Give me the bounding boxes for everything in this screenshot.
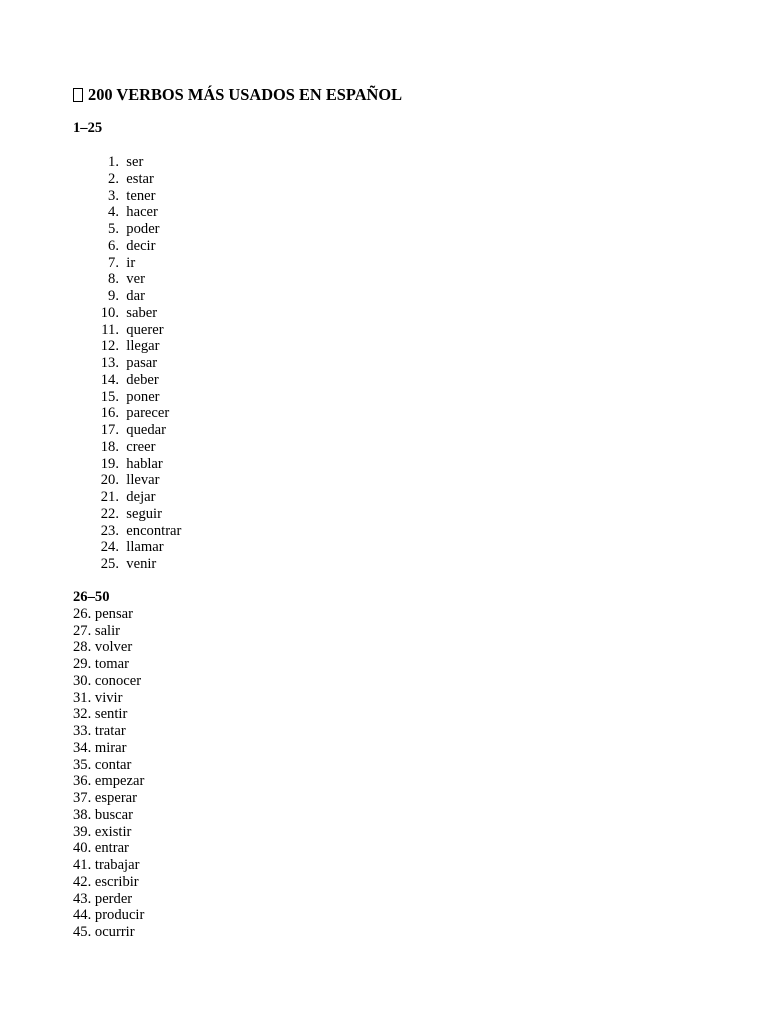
list-item-verb: venir [126,556,157,572]
list-item-number: 10. [100,304,119,321]
list-item [73,506,713,523]
list-item-verb: seguir [126,505,162,522]
list-item [73,456,713,473]
list-item-verb: esperar [94,790,138,806]
list-item [73,439,713,456]
list-item [73,188,713,205]
list-item [73,271,713,288]
list-item [73,891,713,908]
list-item-number: 35. [73,756,92,773]
list-item-number: 36. [73,773,92,790]
list-item [73,656,713,673]
list-item-verb: trabajar [94,857,140,873]
verb-list-1-25 [73,154,713,573]
list-item [73,539,713,556]
list-item-verb: llegar [126,338,160,355]
list-item-number: 45. [73,924,92,940]
list-item-number: 8. [108,271,119,288]
list-item-number: 15. [100,388,119,405]
list-item-verb: escribir [94,873,139,890]
list-item-number: 7. [108,254,119,271]
list-item [73,907,713,924]
list-item-verb: pensar [94,605,133,622]
list-item-number: 43. [73,890,92,907]
list-item-number: 37. [73,790,92,806]
list-item [73,824,713,841]
list-item-number: 26. [73,605,92,622]
list-item [73,422,713,439]
list-item-verb: encontrar [126,522,182,539]
list-item-verb: querer [126,321,164,338]
list-item-verb: creer [126,438,156,455]
list-item-number: 4. [108,204,119,221]
list-item-number: 28. [73,639,92,656]
list-item-number: 30. [73,672,92,689]
list-item [73,690,713,707]
list-item-verb: estar [126,170,154,187]
list-item-verb: llevar [126,472,160,489]
list-item-number: 9. [108,288,119,304]
list-item-verb: ir [126,254,136,271]
list-item-verb: poder [126,221,160,237]
list-item [73,807,713,824]
list-item [73,288,713,305]
list-item-number: 13. [100,355,119,371]
list-item-verb: ser [126,154,144,170]
list-item-number: 33. [73,723,92,739]
list-item-verb: parecer [126,405,170,422]
list-item-verb: hablar [126,455,163,472]
list-item-number: 27. [73,622,92,639]
list-item-number: 25. [100,556,119,572]
list-item [73,171,713,188]
list-item [73,489,713,506]
list-item [73,523,713,540]
list-item-verb: quedar [126,422,167,438]
section-heading-1-25: 1–25 [73,120,103,136]
list-item-verb: existir [94,823,132,840]
list-item [73,221,713,238]
list-item-number: 16. [100,405,119,422]
list-item-verb: entrar [94,840,129,857]
list-item-number: 38. [73,806,92,823]
list-item [73,372,713,389]
list-item-verb: volver [94,639,133,656]
section-heading-26-50: 26–50 [73,588,110,605]
list-item [73,238,713,255]
list-item [73,305,713,322]
list-item-number: 1. [108,154,119,170]
list-item-number: 34. [73,739,92,756]
list-item-number: 32. [73,706,92,723]
list-item-verb: contar [94,756,132,773]
list-item-verb: ver [126,271,145,288]
list-item-number: 42. [73,873,92,890]
list-item [73,723,713,740]
list-item-verb: llamar [126,539,164,556]
verb-list-26-50 [73,606,713,941]
list-item-number: 41. [73,857,92,873]
document-title [73,84,713,106]
list-item-verb: salir [94,622,121,639]
list-item-number: 29. [73,656,92,672]
list-item-verb: mirar [94,739,127,756]
list-item-number: 22. [100,505,119,522]
list-item-number: 21. [100,489,119,505]
list-item-number: 6. [108,237,119,254]
list-item [73,204,713,221]
list-item-number: 20. [100,472,119,489]
list-item [73,472,713,489]
list-item-number: 12. [100,338,119,355]
list-item [73,740,713,757]
list-item [73,606,713,623]
list-item-verb: tener [126,187,156,204]
list-item-verb: tratar [94,723,126,739]
list-item [73,405,713,422]
list-item [73,924,713,941]
list-item-number: 2. [108,170,119,187]
list-item-number: 18. [100,438,119,455]
missing-glyph-icon [73,88,83,102]
document-page [73,84,713,941]
list-item-number: 17. [100,422,119,438]
list-item-number: 44. [73,907,92,924]
list-item-number: 40. [73,840,92,857]
list-item [73,338,713,355]
list-item-number: 24. [100,539,119,556]
list-item-verb: poner [126,388,160,405]
list-item-verb: sentir [94,706,128,723]
list-item [73,790,713,807]
list-item-verb: ocurrir [94,924,135,940]
list-item-verb: hacer [126,204,158,221]
list-item-number: 3. [108,187,119,204]
list-item-number: 39. [73,823,92,840]
list-item-verb: dar [126,288,145,304]
list-item [73,389,713,406]
list-item [73,322,713,339]
list-item-number: 11. [101,321,119,338]
list-item-verb: pasar [126,355,158,371]
list-item-number: 31. [73,689,92,706]
list-item-number: 19. [100,455,119,472]
list-item-verb: deber [126,371,159,388]
list-item [73,773,713,790]
list-item [73,857,713,874]
list-item [73,255,713,272]
list-item-verb: producir [94,907,145,924]
list-item-number: 14. [100,371,119,388]
list-item [73,154,713,171]
list-item [73,556,713,573]
list-item [73,623,713,640]
list-item-verb: tomar [94,656,129,672]
list-item-verb: conocer [94,672,142,689]
list-item [73,757,713,774]
list-item-verb: dejar [126,489,156,505]
list-item [73,673,713,690]
list-item [73,355,713,372]
list-item-verb: buscar [94,806,133,823]
list-item-number: 23. [100,522,119,539]
list-item-verb: perder [94,890,133,907]
document-title-text: 200 VERBOS MÁS USADOS EN ESPAÑOL [88,85,403,104]
list-item-verb: saber [126,304,158,321]
list-item-number: 5. [108,221,119,237]
list-item [73,706,713,723]
list-item [73,874,713,891]
list-item [73,639,713,656]
list-item-verb: decir [126,237,156,254]
list-item-verb: vivir [94,689,123,706]
list-item-verb: empezar [94,773,145,790]
list-item [73,840,713,857]
